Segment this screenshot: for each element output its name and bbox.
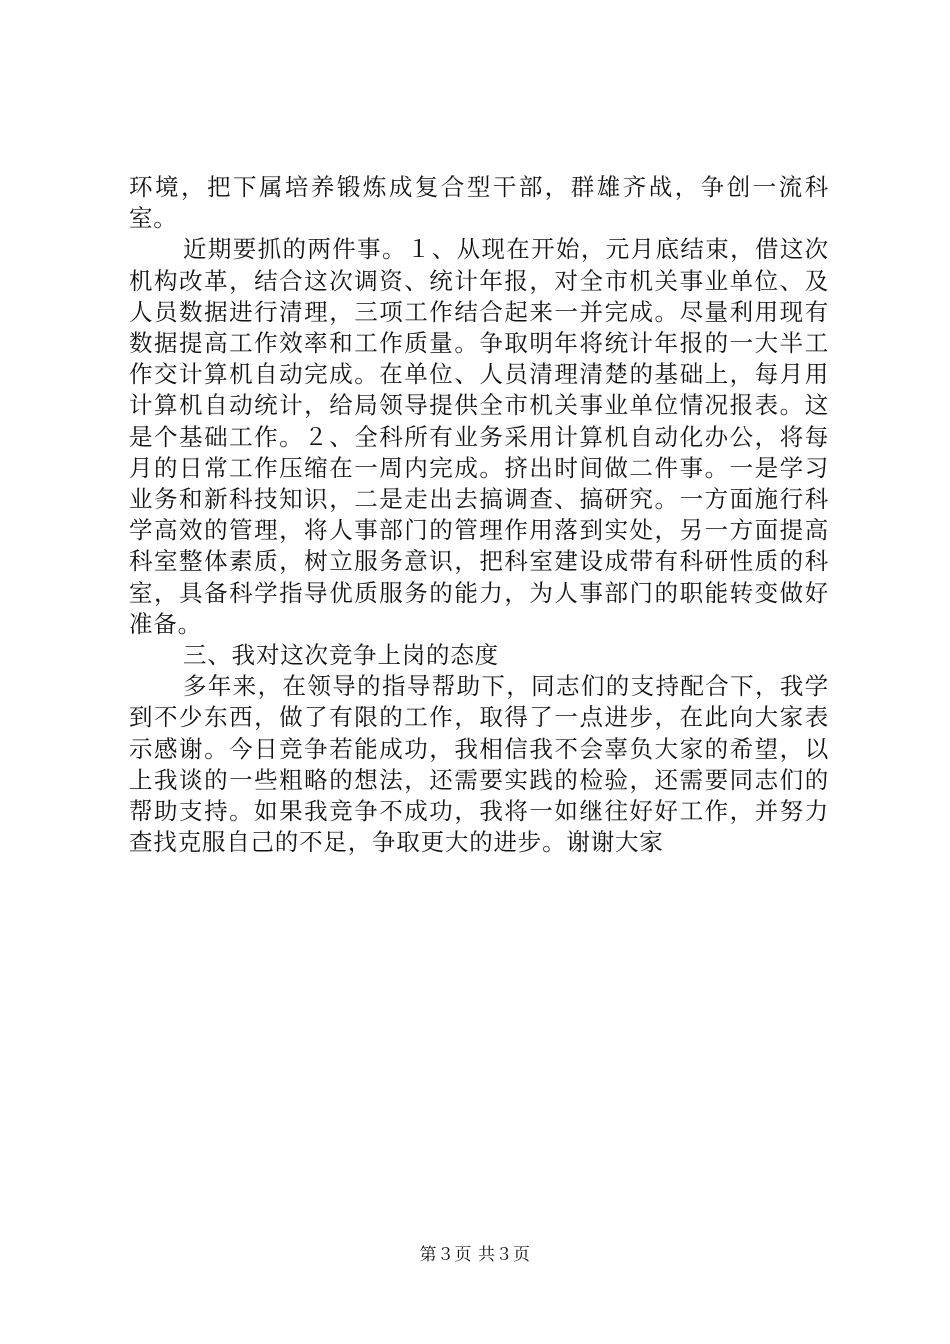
paragraph-closing: 多年来，在领导的指导帮助下，同志们的支持配合下，我学到不少东西，做了有限的工作，取得了一点进步，在此向大家表示感谢。今日竞争若能成功，我相信我不会辜负大家的希望，以上我谈的一些粗略的想法，还需要实践的检验，还需要同志们的帮助支持。如果我竞争不成功，我将一如继往好好工作，并努力查找克服自己的不足，争取更大的进步。谢谢大家 bbox=[129, 672, 829, 857]
document-body bbox=[129, 172, 829, 858]
paragraph-continuation: 环境，把下属培养锻炼成复合型干部，群雄齐战，争创一流科室。 bbox=[129, 173, 829, 233]
page-footer: 第３页 共３页 bbox=[419, 1245, 531, 1265]
paragraph-near-term-tasks: 近期要抓的两件事。１、从现在开始，元月底结束，借这次机构改革，结合这次调资、统计年报，对全市机关事业单位、及人员数据进行清理，三项工作结合起来一并完成。尽量利用现有数据提高工作效率和工作质量。争取明年将统计年报的一大半工作交计算机自动完成。在单位、人员清理清楚的基础上，每月用计算机自动统计，给局领导提供全市机关事业单位情况报表。这是个基础工作。２、全科所有业务采用计算机自动化办公，将每月的日常工作压缩在一周内完成。挤出时间做二件事。一是学习业务和新科技知识，二是走出去搞调查、搞研究。一方面施行科学高效的管理，将人事部门的管理作用落到实处，另一方面提高科室整体素质，树立服务意识，把科室建设成带有科研性质的科室，具备科学指导优质服务的能力，为人事部门的职能转变做好准备。 bbox=[129, 235, 829, 638]
section-heading-attitude: 三、我对这次竞争上岗的态度 bbox=[183, 641, 499, 670]
